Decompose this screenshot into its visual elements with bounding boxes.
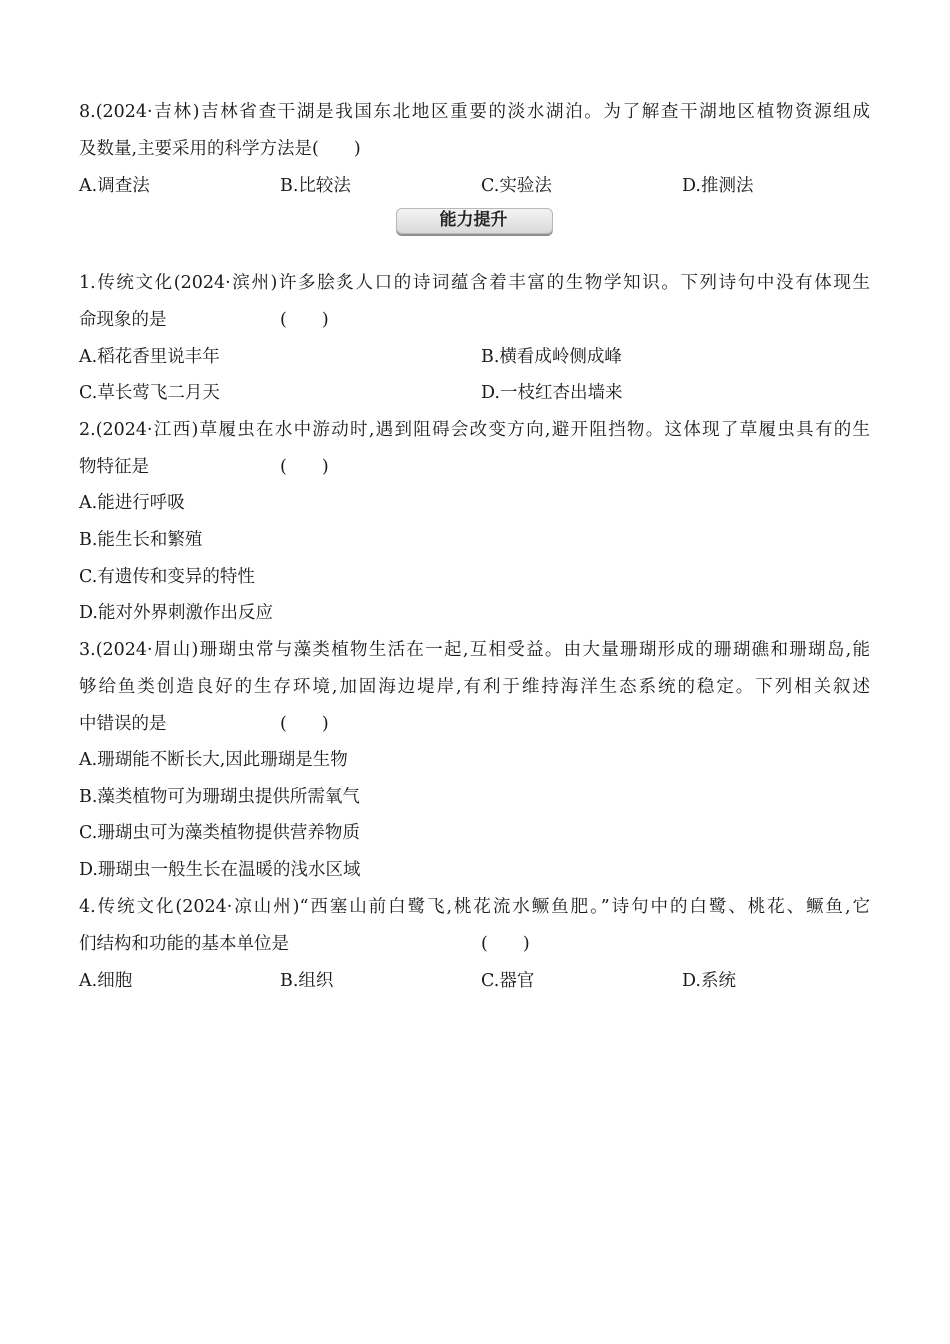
question-4-answer-blank: ( ) bbox=[481, 934, 530, 954]
question-1-text-line-1: 1.传统文化(2024·滨州)许多脍炙人口的诗词蕴含着丰富的生物学知识。下列诗句中没有体现生 bbox=[79, 273, 870, 293]
question-2-option-d: D.能对外界刺激作出反应 bbox=[79, 603, 273, 623]
question-4-option-b: B.组织 bbox=[280, 971, 334, 991]
section-title: 能力提升 bbox=[439, 210, 508, 230]
question-8-option-a: A.调查法 bbox=[79, 176, 150, 196]
question-2-option-c: C.有遗传和变异的特性 bbox=[79, 567, 255, 587]
question-1-option-a: A.稻花香里说丰年 bbox=[79, 347, 220, 367]
question-2-text-line-2: 物特征是 bbox=[79, 457, 149, 477]
question-1-option-d: D.一枝红杏出墙来 bbox=[481, 383, 623, 403]
question-4-text-line-1: 4.传统文化(2024·凉山州)“西塞山前白鹭飞,桃花流水鳜鱼肥。”诗句中的白鹭、桃花、鳜鱼,它 bbox=[79, 897, 870, 917]
question-1-option-b: B.横看成岭侧成峰 bbox=[481, 347, 622, 367]
section-title-banner bbox=[396, 208, 551, 234]
question-8-text-line-1: 8.(2024·吉林)吉林省查干湖是我国东北地区重要的淡水湖泊。为了解查干湖地区植物资源组成 bbox=[79, 102, 870, 122]
question-3-option-a: A.珊瑚能不断长大,因此珊瑚是生物 bbox=[79, 750, 348, 770]
question-3-option-b: B.藻类植物可为珊瑚虫提供所需氧气 bbox=[79, 787, 360, 807]
question-8-option-b: B.比较法 bbox=[280, 176, 351, 196]
question-8-option-c: C.实验法 bbox=[481, 176, 552, 196]
question-3-text-line-3: 中错误的是 bbox=[79, 714, 167, 734]
question-4-option-c: C.器官 bbox=[481, 971, 535, 991]
question-2-option-b: B.能生长和繁殖 bbox=[79, 530, 203, 550]
question-4-option-a: A.细胞 bbox=[79, 971, 133, 991]
question-1-answer-blank: ( ) bbox=[280, 310, 329, 330]
question-4-option-d: D.系统 bbox=[682, 971, 736, 991]
question-3-option-d: D.珊瑚虫一般生长在温暖的浅水区域 bbox=[79, 860, 361, 880]
question-2-option-a: A.能进行呼吸 bbox=[79, 493, 185, 513]
question-2-text-line-1: 2.(2024·江西)草履虫在水中游动时,遇到阻碍会改变方向,避开阻挡物。这体现了草履虫具有的生 bbox=[79, 420, 870, 440]
question-8-text-line-2: 及数量,主要采用的科学方法是( ) bbox=[79, 139, 361, 159]
question-1-option-c: C.草长莺飞二月天 bbox=[79, 383, 220, 403]
question-4-text-line-2: 们结构和功能的基本单位是 bbox=[79, 934, 289, 954]
question-2-answer-blank: ( ) bbox=[280, 457, 329, 477]
question-1-text-line-2: 命现象的是 bbox=[79, 310, 167, 330]
question-3-answer-blank: ( ) bbox=[280, 714, 329, 734]
question-3-text-line-2: 够给鱼类创造良好的生存环境,加固海边堤岸,有利于维持海洋生态系统的稳定。下列相关叙述 bbox=[79, 677, 870, 697]
question-3-option-c: C.珊瑚虫可为藻类植物提供营养物质 bbox=[79, 823, 360, 843]
question-8-option-d: D.推测法 bbox=[682, 176, 754, 196]
question-3-text-line-1: 3.(2024·眉山)珊瑚虫常与藻类植物生活在一起,互相受益。由大量珊瑚形成的珊瑚礁和珊瑚岛,能 bbox=[79, 640, 870, 660]
